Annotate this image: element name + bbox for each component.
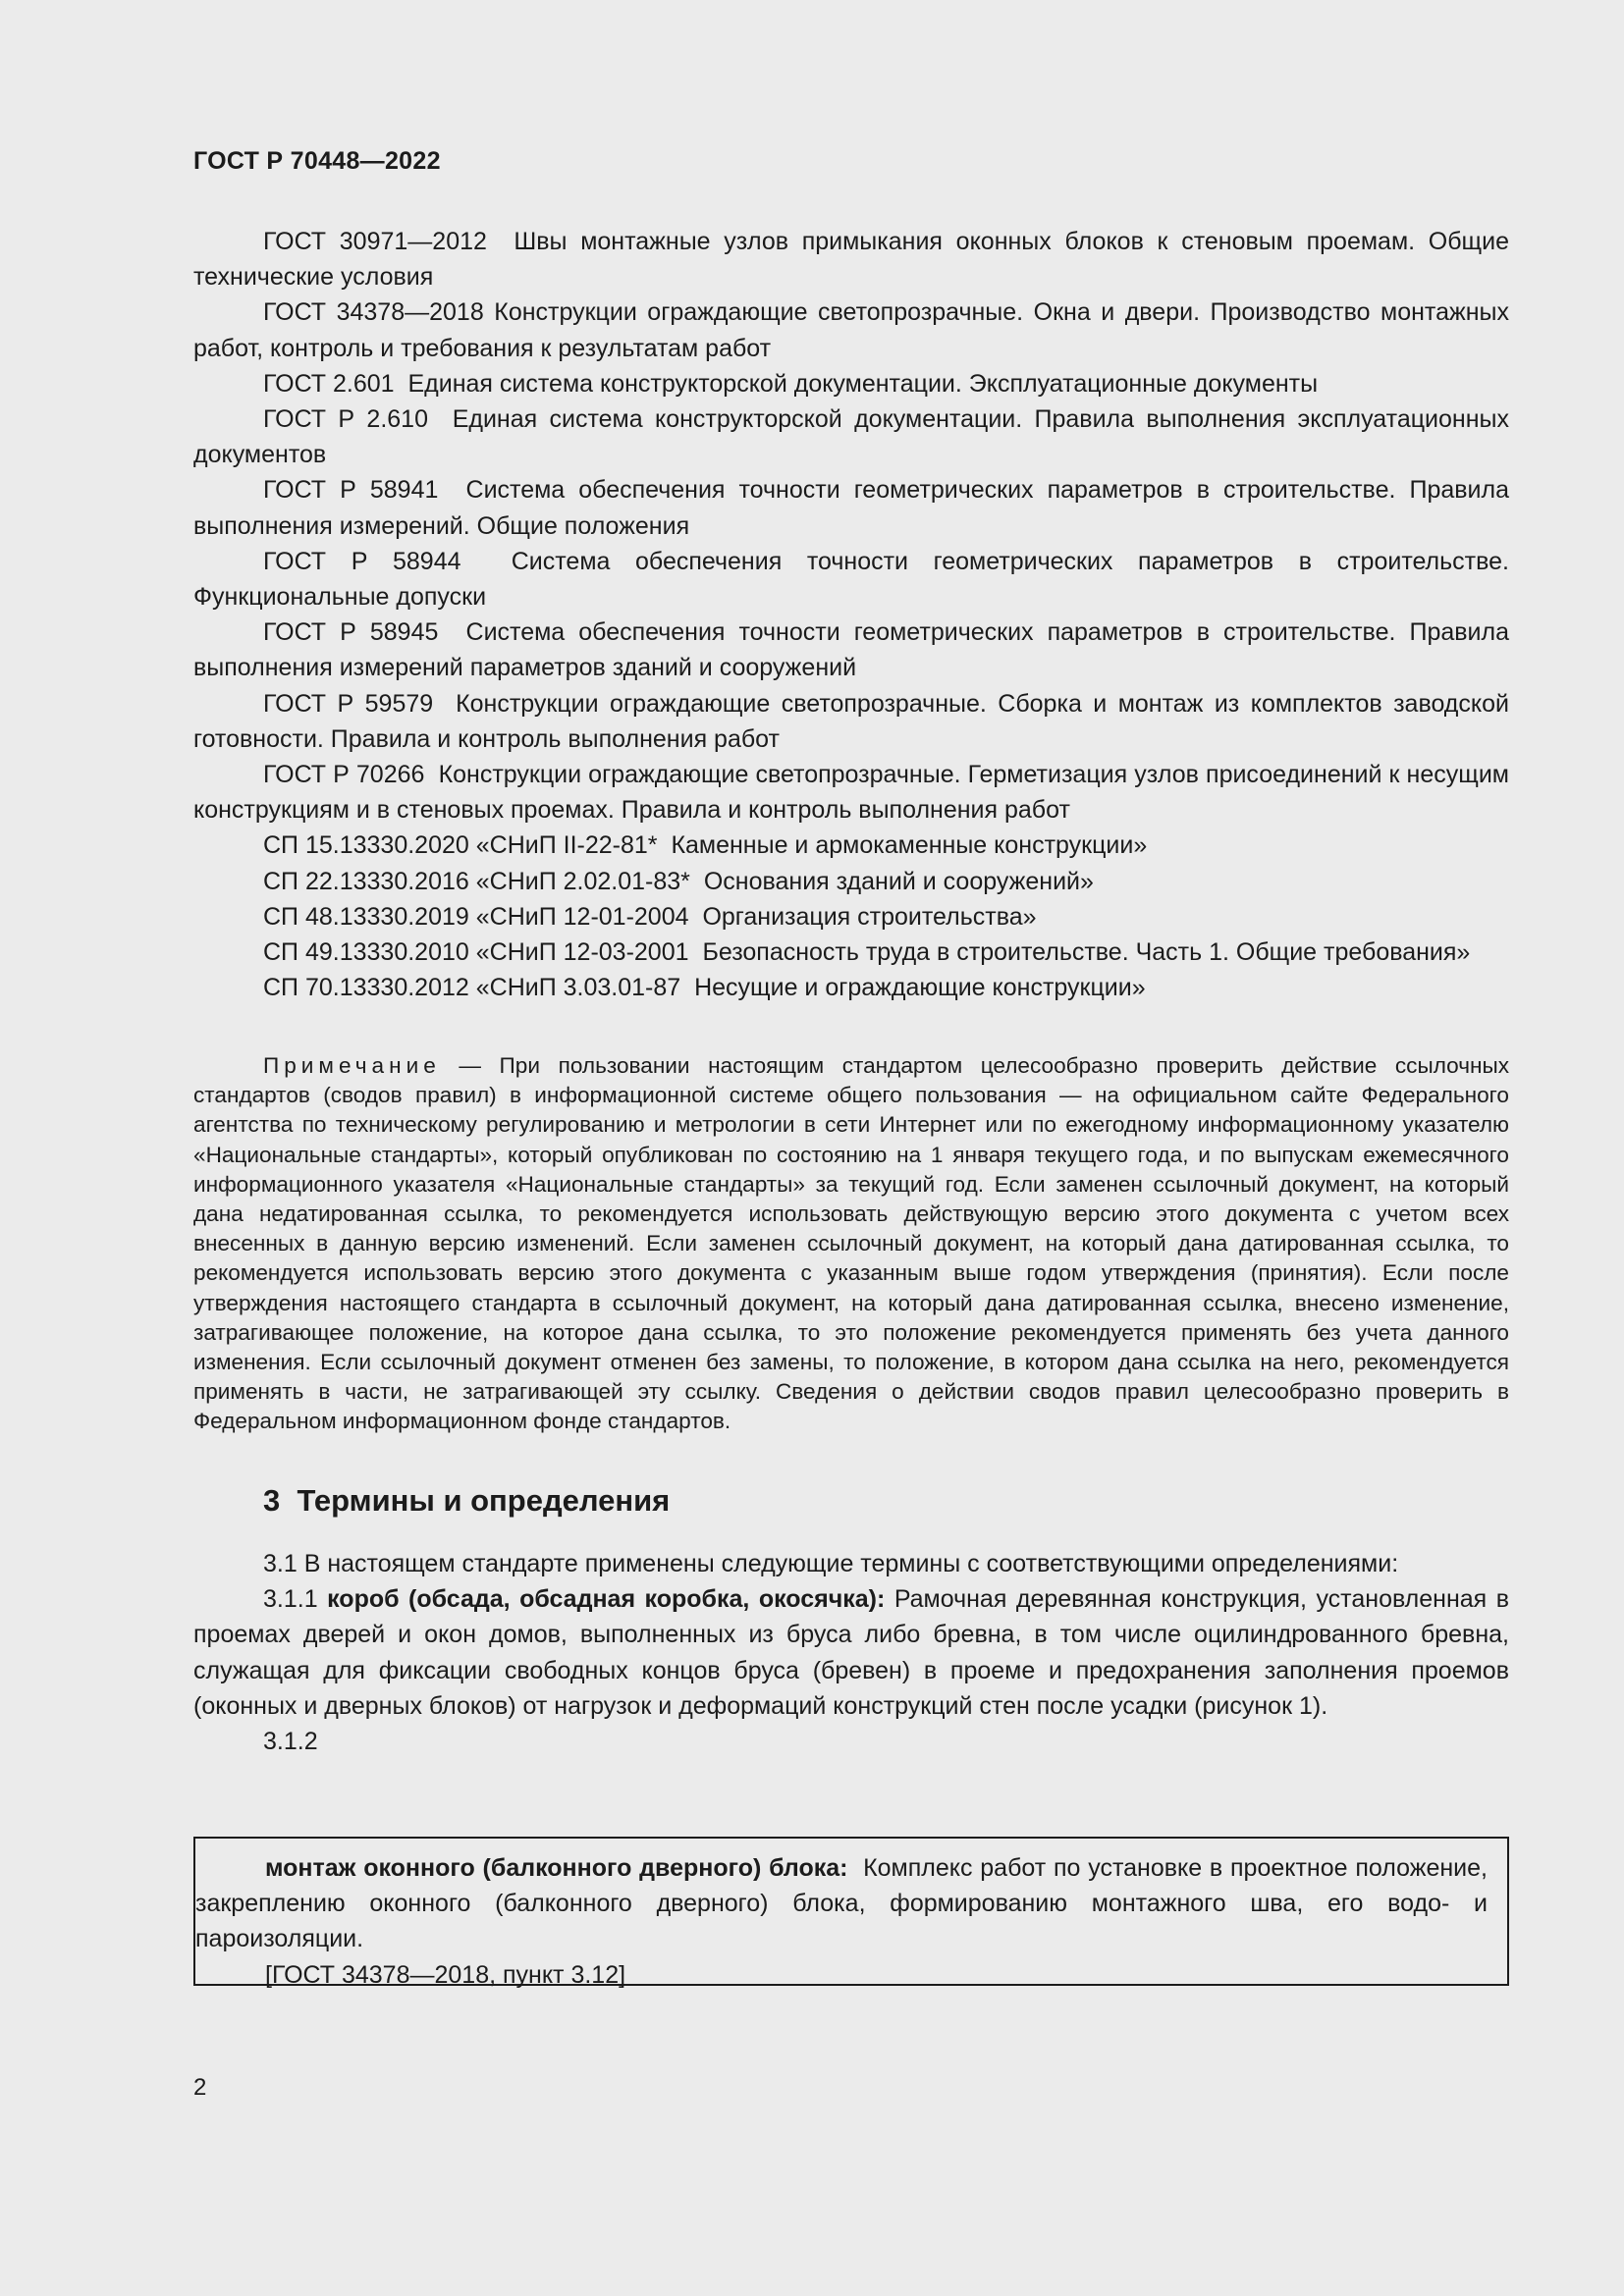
reference-item: ГОСТ Р 70266 Конструкции ограждающие светопрозрачные. Герметизация узлов присоединений к несущим конструкциям и в стеновых проемах. Правила и контроль выполнения работ [193, 761, 1509, 825]
reference-item: СП 49.13330.2010 «СНиП 12-03-2001 Безопасность труда в строительстве. Часть 1. Общие требования» [263, 938, 1471, 967]
term-name: короб (обсада, обсадная коробка, окосячка): [327, 1585, 886, 1614]
references-note [193, 1051, 1509, 1437]
term-number: 3.1.2 [263, 1728, 318, 1756]
reference-item: ГОСТ Р 58941 Система обеспечения точности геометрических параметров в строительстве. Правила выполнения измерений. Общие положения [193, 476, 1509, 540]
note-label: Примечание [263, 1053, 441, 1078]
reference-item: ГОСТ 34378—2018 Конструкции ограждающие светопрозрачные. Окна и двери. Производство монтажных работ, контроль и требования к результатам работ [193, 298, 1510, 362]
section-intro: 3.1 В настоящем стандарте применены следующие термины с соответствующими определениями: [263, 1550, 1399, 1577]
reference-item: СП 48.13330.2019 «СНиП 12-01-2004 Организация строительства» [263, 902, 1037, 931]
reference-item: СП 22.13330.2016 «СНиП 2.02.01-83* Основания зданий и сооружений» [263, 867, 1094, 895]
normative-references [193, 224, 1509, 1005]
term-source: [ГОСТ 34378—2018, пункт 3.12] [265, 1960, 626, 1989]
reference-item: ГОСТ Р 58945 Система обеспечения точности геометрических параметров в строительстве. Правила выполнения измерений параметров зданий и сооружений [193, 618, 1509, 682]
page-number: 2 [193, 2074, 207, 2101]
term-number: 3.1.1 [263, 1585, 318, 1614]
reference-item: ГОСТ Р 2.610 Единая система конструкторской документации. Правила выполнения эксплуатационных документов [193, 405, 1509, 469]
terms-body [193, 1546, 1509, 1759]
page-header: ГОСТ Р 70448—2022 [193, 147, 441, 175]
reference-item: СП 15.13330.2020 «СНиП II-22-81* Каменные и армокаменные конструкции» [263, 831, 1148, 860]
reference-item: ГОСТ Р 58944 Система обеспечения точности геометрических параметров в строительстве. Функциональные допуски [193, 547, 1509, 612]
reference-item: СП 70.13330.2012 «СНиП 3.03.01-87 Несущие и ограждающие конструкции» [263, 974, 1146, 1002]
reference-item: ГОСТ 2.601 Единая система конструкторской документации. Эксплуатационные документы [263, 369, 1319, 398]
section-title: 3 Термины и определения [263, 1483, 671, 1518]
note-text: — При пользовании настоящим стандартом целесообразно проверить действие ссылочных стандартов (сводов правил) в информационной системе общего пользования — на официальном сайте Федерального агентства по техническому регулированию и метрологии в сети Интернет или по ежегодному информационному указателю «Национальные стандарты», который опубликован по состоянию на 1 января текущего года, и по выпускам ежемесячного информационного указателя «Национальные стандарты» за текущий год. Если заменен ссылочный документ, на который дана недатированная ссылка, то рекомендуется использовать действующую версию этого документа с учетом всех внесенных в данную версию изменений. Если заменен ссылочный документ, на который дана датированная ссылка, то рекомендуется использовать версию этого документа с указанным выше годом утверждения (принятия). Если после утверждения настоящего стандарта в ссылочный документ, на который дана датированная ссылка, внесено изменение, затрагивающее положение, на которое дана ссылка, то это положение рекомендуется применять без учета данного изменения. Если ссылочный документ отменен без замены, то положение, в котором дана ссылка на него, рекомендуется применять в части, не затрагивающей эту ссылку. Сведения о действии сводов правил целесообразно проверить в Федеральном информационном фонде стандартов. [193, 1053, 1509, 1434]
reference-item: ГОСТ 30971—2012 Швы монтажные узлов примыкания оконных блоков к стеновым проемам. Общие технические условия [193, 228, 1509, 292]
term-definition-box [193, 1837, 1509, 1989]
term-definition [195, 1850, 1488, 1957]
term-text: Комплекс работ по установке в проектное положение, закреплению оконного (балконного дверного) блока, формированию монтажного шва, его водо- и пароизоляции. [195, 1854, 1488, 1953]
reference-item: ГОСТ Р 59579 Конструкции ограждающие светопрозрачные. Сборка и монтаж из комплектов заводской готовности. Правила и контроль выполнения работ [193, 689, 1509, 753]
term-text: Рамочная деревянная конструкция, установленная в проемах дверей и окон домов, выполненных из бруса либо бревна, в том числе оцилиндрованного бревна, служащая для фиксации свободных концов бруса (бревен) в проеме и предохранения заполнения проемов (оконных и дверных блоков) от нагрузок и деформаций конструкций стен после усадки (рисунок 1). [193, 1585, 1509, 1720]
term-name: монтаж оконного (балконного дверного) блока: [265, 1854, 848, 1882]
term-definition [193, 1581, 1509, 1724]
